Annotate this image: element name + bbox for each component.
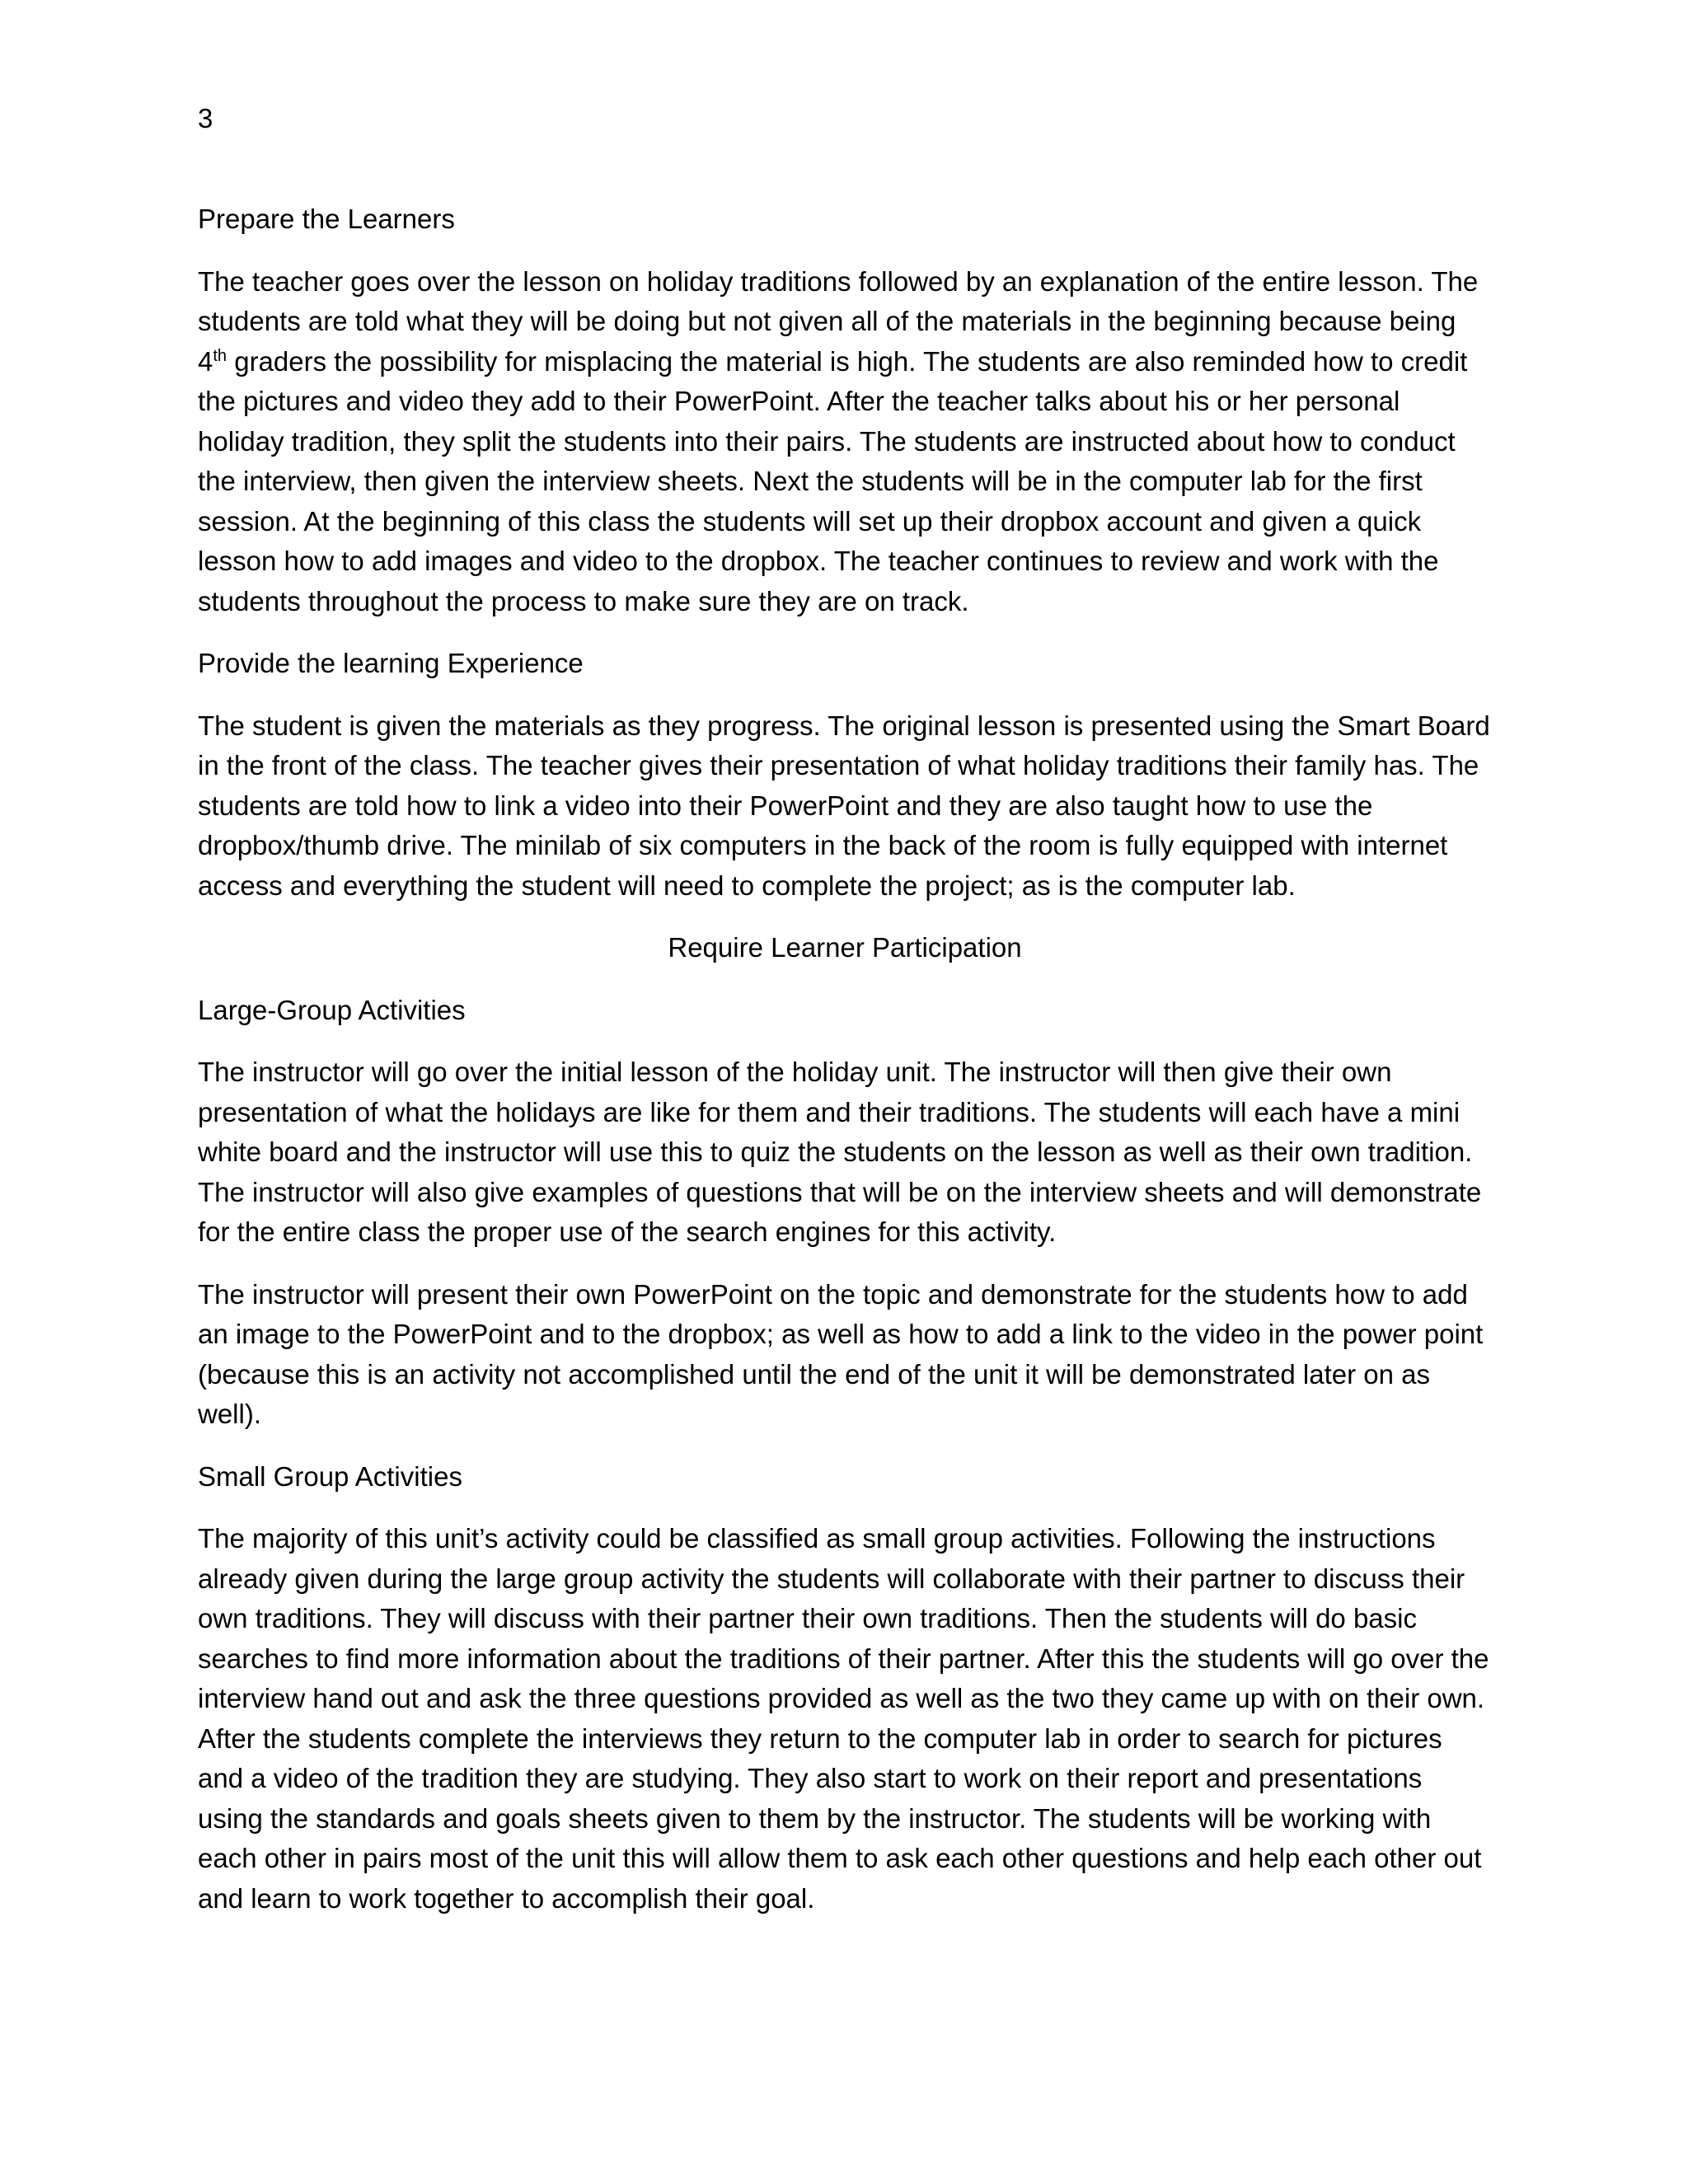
paragraph-prepare-text-2: graders the possibility for misplacing the material is high. The students are also reminded how to credit the pictures and video they add to their PowerPoint. After the teacher talks about his or her personal holiday tradition, they split the students into their pairs. The students are instructed about how to conduct the interview, then given the interview sheets. Next the students will be in the computer lab for the first session. At the beginning of this class the students will set up their dropbox account and given a quick lesson how to add images and video to the dropbox. The teacher continues to review and work with the students throughout the process to make sure they are on track. [198, 345, 1468, 616]
document-body [198, 199, 1492, 1941]
section-heading-provide: Provide the learning Experience [198, 648, 584, 678]
paragraph-provide: The student is given the materials as they progress. The original lesson is presented using the Smart Board in the front of the class. The teacher gives their presentation of what holiday traditions their family has. The students are told how to link a video into their PowerPoint and they are also taught how to use the dropbox/thumb drive. The minilab of six computers in the back of the room is fully equipped with internet access and everything the student will need to complete the project; as is the computer lab. [198, 710, 1490, 901]
ordinal-superscript: th [213, 346, 227, 365]
paragraph-prepare [198, 262, 1492, 622]
page-number: 3 [198, 103, 213, 134]
section-heading-prepare: Prepare the Learners [198, 204, 455, 234]
section-heading-small-group: Small Group Activities [198, 1460, 462, 1492]
paragraph-large-group-2: The instructor will present their own PowerPoint on the topic and demonstrate for the students how to add an image to the PowerPoint and to the dropbox; as well as how to add a link to the video in the power point (because this is an activity not accomplished until the end of the unit it will be demonstrated later on as well). [198, 1278, 1484, 1429]
section-heading-require: Require Learner Participation [668, 932, 1022, 963]
paragraph-large-group-1: The instructor will go over the initial lesson of the holiday unit. The instructor will then give their own presentation of what the holidays are like for them and their traditions. The students will each have a mini white board and the instructor will use this to quiz the students on the lesson as well as their own tradition. The instructor will also give examples of questions that will be on the interview sheets and will demonstrate for the entire class the proper use of the search engines for this activity. [198, 1057, 1482, 1247]
section-heading-large-group: Large-Group Activities [198, 994, 466, 1025]
paragraph-prepare-text-1: The teacher goes over the lesson on holiday traditions followed by an explanation of the entire lesson. The students are told what they will be doing but not given all of the materials in the beginning because being 4 [198, 265, 1479, 377]
paragraph-small-group: The majority of this unit’s activity could be classified as small group activities. Following the instructions already given during the large group activity the students will collaborate with their partner to discuss their own traditions. They will discuss with their partner their own traditions. Then the students will do basic searches to find more information about the traditions of their partner. After this the students will go over the interview hand out and ask the three questions provided as well as the two they came up with on their own. After the students complete the interviews they return to the computer lab in order to search for pictures and a video of the tradition they are studying. They also start to work on their report and presentations using the standards and goals sheets given to them by the instructor. The students will be working with each other in pairs most of the unit this will allow them to ask each other questions and help each other out and learn to work together to accomplish their goal. [198, 1523, 1489, 1914]
